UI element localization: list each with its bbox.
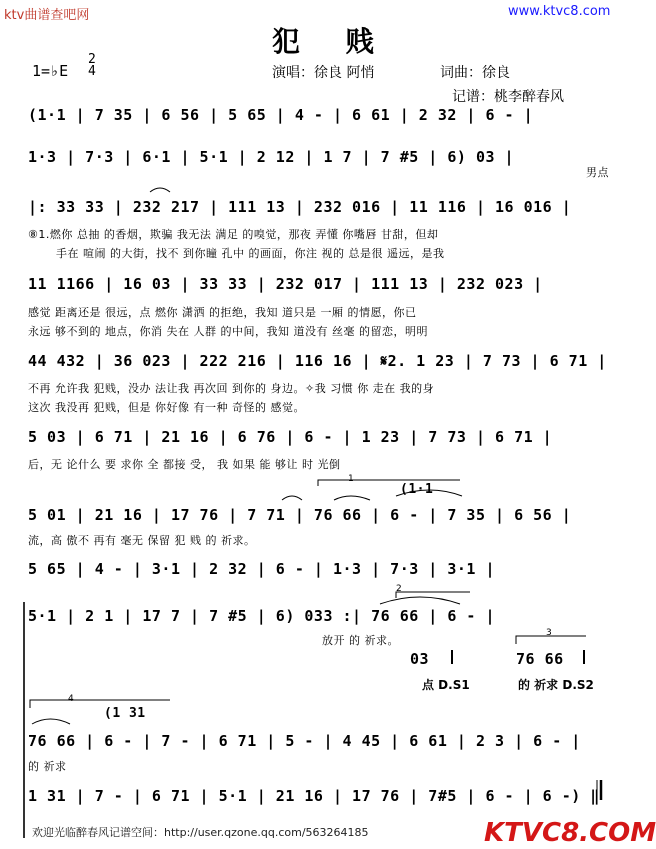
- key-signature: 1=♭E: [32, 62, 69, 80]
- lyric-row-5-verse-1: 不再 允许我 犯贱，没办 法让我 再次回 到你的 身边。✧我 习惯 你 走在 我的身: [28, 382, 435, 395]
- score-row-12: 1 31 | 7 - | 6 71 | 5·1 | 21 16 | 17 76 | 7#5 | 6 - | 6 -) ‖: [28, 787, 600, 805]
- song-title: 犯 贱: [272, 25, 392, 58]
- score-row-2: 1·3 | 7·3 | 6·1 | 5·1 | 2 12 | 1 7 | 7 #5 | 6) 03 |: [28, 148, 515, 166]
- lyric-row-2: 男点: [586, 166, 609, 179]
- watermark-site-url: www.ktvc8.com: [508, 4, 611, 19]
- volta-4-bracket: [30, 700, 170, 708]
- lyric-row-5-verse-2: 这次 我没再 犯贱，但是 你好像 有一种 奇怪的 感觉。: [28, 401, 305, 414]
- score-row-9: 5·1 | 2 1 | 17 7 | 7 #5 | 6) 033 :| 76 66 | 6 - |: [28, 607, 496, 625]
- slur-row-7a: [282, 496, 302, 500]
- lyric-row-3-verse-1: ⑧1.燃你 总抽 的香烟，欺骗 我无法 满足 的嗅觉，那夜 弄懂 你嘴唇 甘甜，但却: [28, 228, 439, 241]
- time-signature: [88, 54, 96, 78]
- volta-2-bracket: [396, 592, 470, 598]
- volta-1-bracket: [318, 480, 460, 486]
- score-row-11: 76 66 | 6 - | 7 - | 6 71 | 5 - | 4 45 | 6 61 | 2 3 | 6 - |: [28, 732, 581, 750]
- lyric-row-3-verse-2: 手在 喧闹 的大街，找不 到你瞳 孔中 的画面，你注 视的 总是很 遥远，是我: [56, 247, 445, 260]
- slur-volta-2: [380, 597, 460, 604]
- lyric-row-6: 后，无 论什么 要 求你 全 都接 受， 我 如果 能 够让 时 光倒: [28, 458, 341, 471]
- slur-row-7b: [334, 496, 370, 500]
- time-signature-bottom: 4: [88, 64, 96, 79]
- volta-3-number: 3: [546, 628, 553, 638]
- score-row-3: |: 33 33 | 232 217 | 111 13 | 232 016 | 11 116 | 16 016 |: [28, 198, 572, 216]
- slur-row-11: [32, 719, 70, 724]
- ending-a-lyric: 点 D.S1: [422, 678, 470, 692]
- lyric-row-11: 的 祈求: [28, 760, 67, 773]
- ending-a-notes: 03: [410, 650, 430, 668]
- score-row-6: 5 03 | 6 71 | 21 16 | 6 76 | 6 - | 1 23 | 7 73 | 6 71 |: [28, 428, 553, 446]
- lyric-row-4-verse-1: 感觉 距离还是 很远，点 燃你 潇洒 的拒绝，我知 道只是 一厢 的情愿，你已: [28, 306, 417, 319]
- volta-2-number: 2: [396, 584, 403, 594]
- slur-row-3: [150, 188, 170, 192]
- composer-credit: 词曲：徐良: [440, 65, 510, 81]
- lyric-row-4-verse-2: 永远 够不到的 地点，你消 失在 人群 的中间，我知 道没有 丝毫 的留恋，明明: [28, 325, 428, 338]
- volta-4-number: 4: [68, 694, 75, 704]
- intro-bracket-notes-1: (1·1: [400, 482, 434, 497]
- score-row-1: (1·1 | 7 35 | 6 56 | 5 65 | 4 - | 6 61 | 2 32 | 6 - |: [28, 106, 534, 124]
- intro-bracket-notes-2: (1 31: [104, 706, 146, 721]
- lyric-row-7: 流，高 傲不 再有 毫无 保留 犯 贱 的 祈求。: [28, 534, 256, 547]
- score-row-8: 5 65 | 4 - | 3·1 | 2 32 | 6 - | 1·3 | 7·3 | 3·1 |: [28, 560, 496, 578]
- ktvc8-logo: KTVC8.COM: [484, 818, 656, 848]
- volta-1-number: 1: [348, 474, 355, 484]
- ending-b-notes: 76 66: [516, 650, 564, 668]
- time-signature-top: 2: [88, 52, 96, 67]
- lyric-row-9: 放开 的 祈求。: [322, 634, 399, 647]
- singer-credit: 演唱：徐良 阿悄: [272, 65, 375, 81]
- transcriber-credit: 记谱：桃李醉春风: [452, 89, 564, 105]
- score-row-5: 44 432 | 36 023 | 222 216 | 116 16 | 𝄋2. 1 23 | 7 73 | 6 71 |: [28, 352, 607, 370]
- watermark-site-name: ktv曲谱查吧网: [4, 8, 90, 23]
- score-row-7: 5 01 | 21 16 | 17 76 | 7 71 | 76 66 | 6 - | 7 35 | 6 56 |: [28, 506, 572, 524]
- footer-text: 欢迎光临醉春风记谱空间：http://user.qzone.qq.com/563264185: [32, 826, 369, 839]
- ending-b-lyric: 的 祈求 D.S2: [518, 678, 594, 692]
- score-row-4: 11 1166 | 16 03 | 33 33 | 232 017 | 111 13 | 232 023 |: [28, 275, 543, 293]
